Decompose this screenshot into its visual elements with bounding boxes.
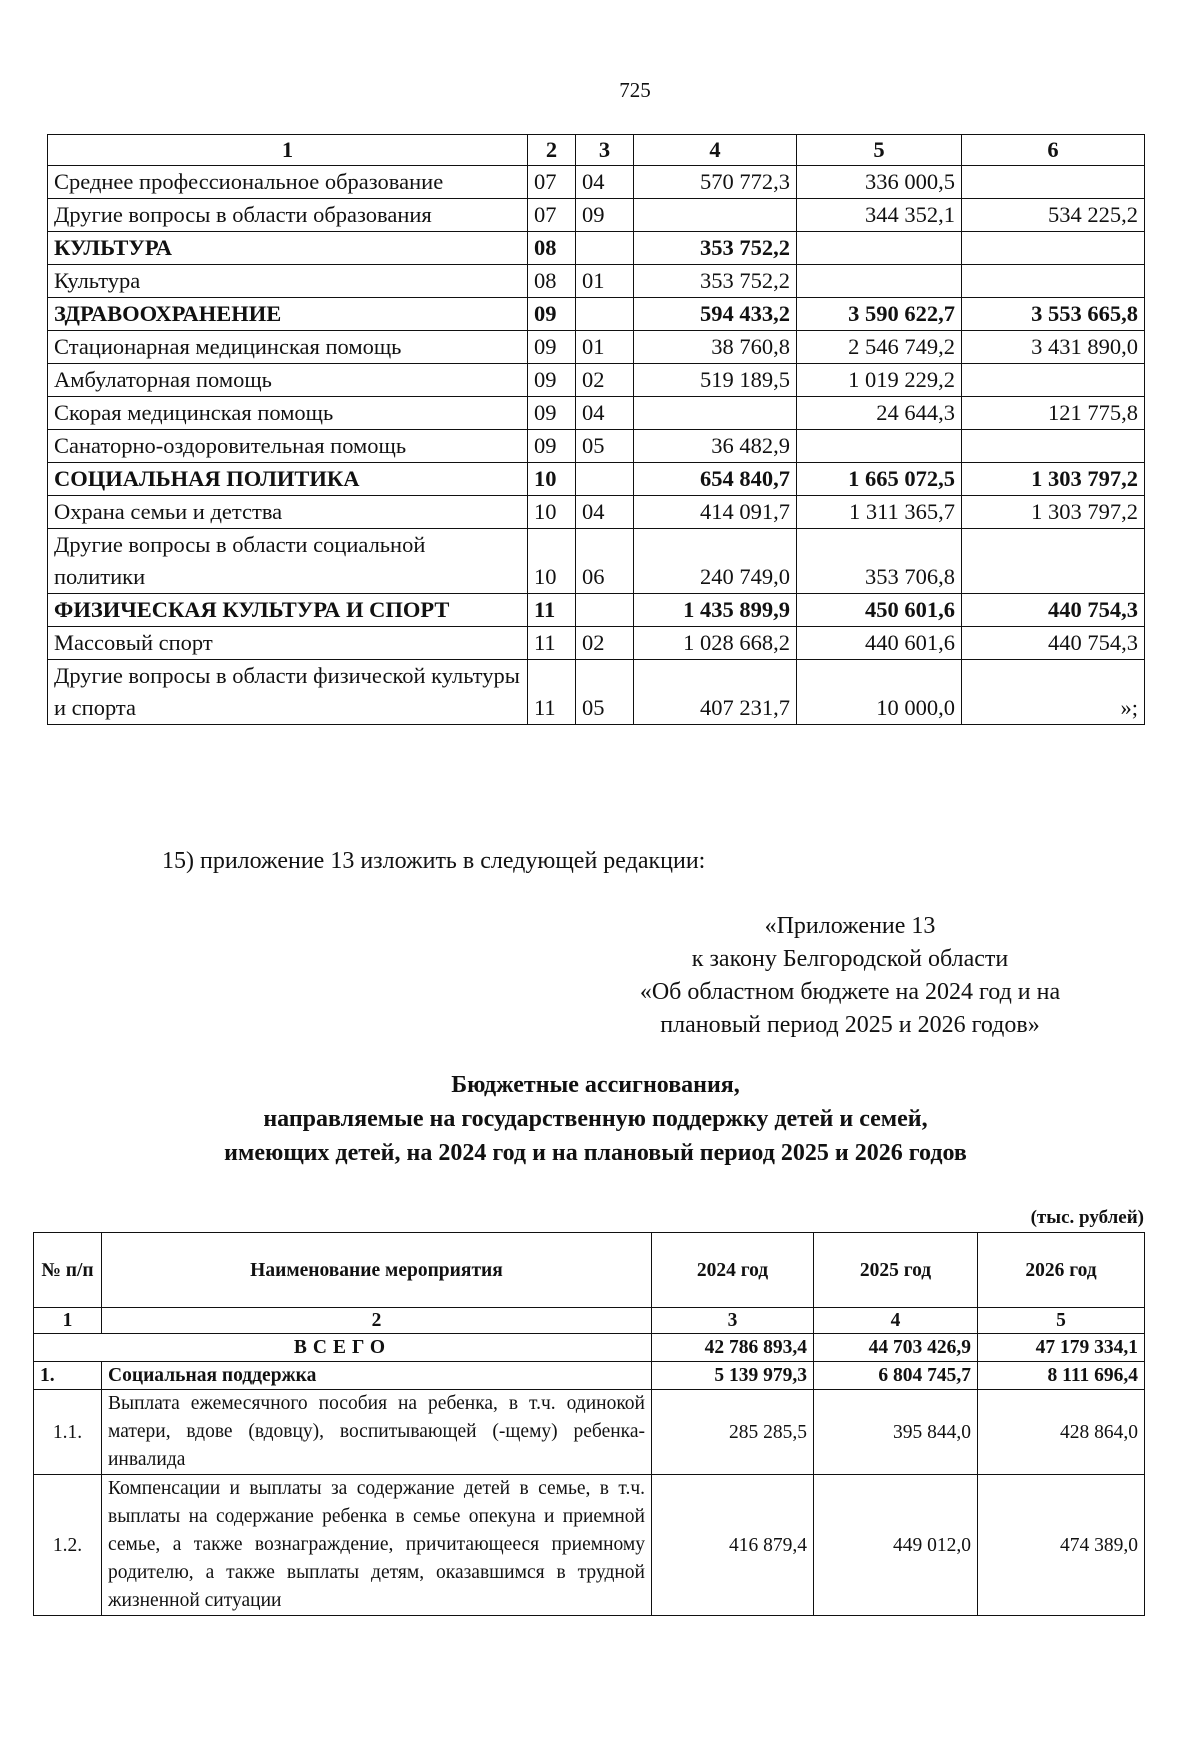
appendix-line: плановый период 2025 и 2026 годов»	[660, 1012, 1040, 1038]
header-cell: 6	[962, 135, 1145, 166]
header-2024: 2024 год	[652, 1233, 814, 1308]
header-cell: 4	[634, 135, 797, 166]
amendment-paragraph: 15) приложение 13 изложить в следующей редакции:	[162, 848, 706, 874]
value-col5: 1 665 072,5	[797, 463, 962, 496]
value-col4: 519 189,5	[634, 364, 797, 397]
header-2026: 2026 год	[978, 1233, 1145, 1308]
value-col5: 24 644,3	[797, 397, 962, 430]
value-col5	[797, 232, 962, 265]
value-col4: 594 433,2	[634, 298, 797, 331]
table-row	[48, 199, 1145, 232]
title-line: направляемые на государственную поддержку детей и семей,	[263, 1106, 928, 1132]
table-row	[48, 232, 1145, 265]
row-name: Скорая медицинская помощь	[48, 397, 528, 430]
value-col6: 1 303 797,2	[962, 496, 1145, 529]
subsection-code: 01	[576, 265, 634, 298]
subsection-code: 02	[576, 627, 634, 660]
subsection-code: 06	[576, 529, 634, 594]
value-col5	[797, 265, 962, 298]
value-col6: 534 225,2	[962, 199, 1145, 232]
value-2025: 44 703 426,9	[814, 1334, 978, 1362]
value-col4: 570 772,3	[634, 166, 797, 199]
subsection-code: 05	[576, 430, 634, 463]
row-num: 1.1.	[34, 1390, 102, 1475]
row-name: ЗДРАВООХРАНЕНИЕ	[48, 298, 528, 331]
row-name: Охрана семьи и детства	[48, 496, 528, 529]
row-name: Компенсации и выплаты за содержание детей в семье, в т.ч. выплаты на содержание ребенка в семье опекуна и приемной семье, а также вознаграждение, причитающееся приемному родителю, а также выплаты детям, оказавшимся в трудной жизненной ситуации	[102, 1475, 652, 1616]
table-row	[34, 1390, 1145, 1475]
value-2024: 42 786 893,4	[652, 1334, 814, 1362]
value-col4: 414 091,7	[634, 496, 797, 529]
index-cell: 2	[102, 1308, 652, 1334]
section-code: 10	[528, 463, 576, 496]
value-2024: 285 285,5	[652, 1390, 814, 1475]
value-2025: 449 012,0	[814, 1475, 978, 1616]
value-col6: 440 754,3	[962, 627, 1145, 660]
value-2025: 395 844,0	[814, 1390, 978, 1475]
section-code: 09	[528, 430, 576, 463]
value-col4: 1 435 899,9	[634, 594, 797, 627]
section-code: 08	[528, 265, 576, 298]
value-col6	[962, 430, 1145, 463]
row-name: Другие вопросы в области социальной политики	[48, 529, 528, 594]
title-line: Бюджетные ассигнования,	[451, 1072, 740, 1098]
value-col4: 407 231,7	[634, 660, 797, 725]
row-num: 1.2.	[34, 1475, 102, 1616]
table-header-row	[48, 135, 1145, 166]
value-col6: 3 553 665,8	[962, 298, 1145, 331]
column-index-row	[34, 1308, 1145, 1334]
section-code: 11	[528, 660, 576, 725]
row-name: Социальная поддержка	[102, 1362, 652, 1390]
subsection-code: 05	[576, 660, 634, 725]
table-row	[34, 1362, 1145, 1390]
value-col4: 353 752,2	[634, 265, 797, 298]
value-col5: 440 601,6	[797, 627, 962, 660]
value-col5: 1 311 365,7	[797, 496, 962, 529]
table-row	[48, 627, 1145, 660]
allocation-table	[33, 1232, 1145, 1616]
index-cell: 1	[34, 1308, 102, 1334]
value-col4: 36 482,9	[634, 430, 797, 463]
row-name: Среднее профессиональное образование	[48, 166, 528, 199]
table-row	[48, 496, 1145, 529]
section-code: 09	[528, 397, 576, 430]
header-cell: 5	[797, 135, 962, 166]
index-cell: 3	[652, 1308, 814, 1334]
index-cell: 4	[814, 1308, 978, 1334]
row-name: СОЦИАЛЬНАЯ ПОЛИТИКА	[48, 463, 528, 496]
row-name: Стационарная медицинская помощь	[48, 331, 528, 364]
value-col4: 353 752,2	[634, 232, 797, 265]
subsection-code	[576, 594, 634, 627]
header-name: Наименование мероприятия	[102, 1233, 652, 1308]
table-row	[48, 463, 1145, 496]
value-2026: 47 179 334,1	[978, 1334, 1145, 1362]
section-code: 11	[528, 594, 576, 627]
header-num: № п/п	[34, 1233, 102, 1308]
appendix-reference	[560, 910, 1140, 1042]
page-number: 725	[619, 78, 651, 102]
value-col6: 1 303 797,2	[962, 463, 1145, 496]
row-name: Санаторно-оздоровительная помощь	[48, 430, 528, 463]
table-row	[48, 660, 1145, 725]
row-name: Культура	[48, 265, 528, 298]
header-cell: 3	[576, 135, 634, 166]
appendix-line: к закону Белгородской области	[691, 946, 1009, 972]
row-name: Выплата ежемесячного пособия на ребенка, в т.ч. одинокой матери, вдове (вдовцу), воспитывающей (-щему) ребенка-инвалида	[102, 1390, 652, 1475]
index-cell: 5	[978, 1308, 1145, 1334]
subsection-code: 04	[576, 166, 634, 199]
row-name: Другие вопросы в области физической культуры и спорта	[48, 660, 528, 725]
value-col4: 240 749,0	[634, 529, 797, 594]
header-cell: 1	[48, 135, 528, 166]
section-code: 07	[528, 199, 576, 232]
table-row	[48, 397, 1145, 430]
section-code: 11	[528, 627, 576, 660]
value-col6	[962, 529, 1145, 594]
subsection-code: 04	[576, 397, 634, 430]
section-code: 10	[528, 529, 576, 594]
table-row	[34, 1475, 1145, 1616]
table-row	[48, 364, 1145, 397]
section-code: 10	[528, 496, 576, 529]
table-row	[48, 298, 1145, 331]
value-col5: 336 000,5	[797, 166, 962, 199]
row-num: 1.	[34, 1362, 102, 1390]
value-col5: 1 019 229,2	[797, 364, 962, 397]
value-col4	[634, 397, 797, 430]
total-row	[34, 1334, 1145, 1362]
value-col6	[962, 364, 1145, 397]
table-row	[48, 265, 1145, 298]
section-code: 09	[528, 298, 576, 331]
subsection-code: 01	[576, 331, 634, 364]
value-col6: »;	[962, 660, 1145, 725]
subsection-code	[576, 232, 634, 265]
value-col4	[634, 199, 797, 232]
subsection-code	[576, 463, 634, 496]
section-code: 07	[528, 166, 576, 199]
value-col4: 1 028 668,2	[634, 627, 797, 660]
row-name: КУЛЬТУРА	[48, 232, 528, 265]
value-col6: 3 431 890,0	[962, 331, 1145, 364]
subsection-code: 09	[576, 199, 634, 232]
value-2024: 416 879,4	[652, 1475, 814, 1616]
row-name: Амбулаторная помощь	[48, 364, 528, 397]
title-line: имеющих детей, на 2024 год и на плановый период 2025 и 2026 годов	[224, 1140, 967, 1166]
subsection-code	[576, 298, 634, 331]
table-header-row	[34, 1233, 1145, 1308]
value-col5: 353 706,8	[797, 529, 962, 594]
header-2025: 2025 год	[814, 1233, 978, 1308]
expenditure-table	[47, 134, 1145, 725]
header-cell: 2	[528, 135, 576, 166]
value-col6: 440 754,3	[962, 594, 1145, 627]
value-col4: 38 760,8	[634, 331, 797, 364]
value-2024: 5 139 979,3	[652, 1362, 814, 1390]
value-col5: 344 352,1	[797, 199, 962, 232]
section-code: 09	[528, 364, 576, 397]
units-label: (тыс. рублей)	[1030, 1207, 1144, 1228]
value-col6	[962, 265, 1145, 298]
subsection-code: 02	[576, 364, 634, 397]
value-col6	[962, 166, 1145, 199]
section-code: 09	[528, 331, 576, 364]
section-code: 08	[528, 232, 576, 265]
total-label: ВСЕГО	[34, 1334, 652, 1362]
value-col5: 3 590 622,7	[797, 298, 962, 331]
appendix-line: «Об областном бюджете на 2024 год и на	[639, 979, 1061, 1005]
subsection-code: 04	[576, 496, 634, 529]
value-col4: 654 840,7	[634, 463, 797, 496]
value-col5: 450 601,6	[797, 594, 962, 627]
value-col6	[962, 232, 1145, 265]
row-name: Массовый спорт	[48, 627, 528, 660]
table-row	[48, 166, 1145, 199]
document-title	[47, 1068, 1144, 1170]
value-2025: 6 804 745,7	[814, 1362, 978, 1390]
value-2026: 474 389,0	[978, 1475, 1145, 1616]
table-row	[48, 594, 1145, 627]
value-2026: 8 111 696,4	[978, 1362, 1145, 1390]
value-2026: 428 864,0	[978, 1390, 1145, 1475]
table-row	[48, 430, 1145, 463]
value-col5: 10 000,0	[797, 660, 962, 725]
appendix-line: «Приложение 13	[764, 913, 936, 939]
row-name: Другие вопросы в области образования	[48, 199, 528, 232]
value-col5: 2 546 749,2	[797, 331, 962, 364]
row-name: ФИЗИЧЕСКАЯ КУЛЬТУРА И СПОРТ	[48, 594, 528, 627]
value-col5	[797, 430, 962, 463]
table-row	[48, 331, 1145, 364]
value-col6: 121 775,8	[962, 397, 1145, 430]
table-row	[48, 529, 1145, 594]
